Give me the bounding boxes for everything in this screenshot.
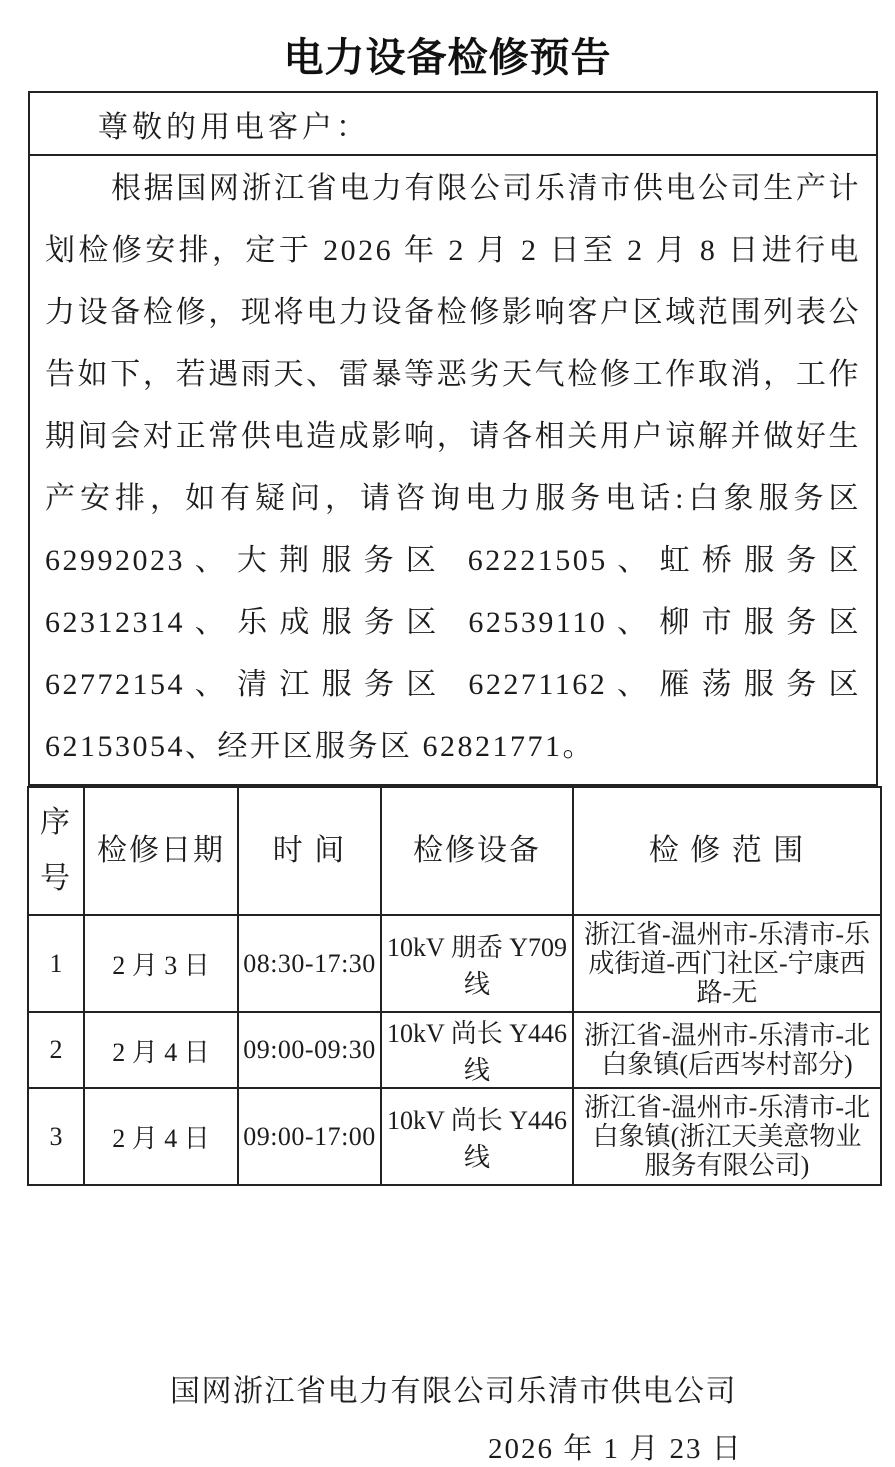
notice-box [28,91,878,786]
table-header-row [28,787,881,915]
cell-maintenance-date: 2 月 3 日 [84,915,238,1012]
page-title: 电力设备检修预告 [283,36,612,80]
cell-scope: 浙江省-温州市-乐清市-北白象镇(后西岑村部分) [573,1012,881,1088]
maintenance-schedule-table [27,786,882,1186]
salutation-text: 尊敬的用电客户： [98,110,370,144]
cell-time: 08:30-17:30 [238,915,381,1012]
cell-scope: 浙江省-温州市-乐清市-乐成街道-西门社区-宁康西路-无 [573,915,881,1012]
footer-date: 2026 年 1 月 23 日 [488,1433,743,1465]
cell-time: 09:00-17:00 [238,1088,381,1185]
cell-maintenance-date: 2 月 4 日 [84,1012,238,1088]
header-serial-number: 序号 [28,787,84,915]
table-row [28,1012,881,1088]
notice-body-paragraph: 根据国网浙江省电力有限公司乐清市供电公司生产计划检修安排，定于 2026 年 2 月 2 日至 2 月 8 日进行电力设备检修，现将电力设备检修影响客户区域范围列表公告如下，若遇雨天、雷暴等恶劣天气检修工作取消，工作期间会对正常供电造成影响，请各相关用户谅解并做好生产安排，如有疑问，请咨询电力服务电话:白象服务区 62992023、大荆服务区 62221505、虹桥服务区 62312314、乐成服务区 62539110、柳市服务区 62772154、清江服务区 62271162、雁荡服务区 62153054、经开区服务区 62821771。 [45,172,861,763]
cell-time: 09:00-09:30 [238,1012,381,1088]
table-row [28,915,881,1012]
header-equipment: 检修设备 [381,787,573,915]
cell-serial-number: 3 [28,1088,84,1185]
header-maintenance-date: 检修日期 [84,787,238,915]
cell-equipment: 10kV 尚长 Y446 线 [381,1012,573,1088]
header-time: 时 间 [238,787,381,915]
cell-serial-number: 1 [28,915,84,1012]
header-scope: 检 修 范 围 [573,787,881,915]
cell-equipment: 10kV 尚长 Y446 线 [381,1088,573,1185]
cell-scope: 浙江省-温州市-乐清市-北白象镇(浙江天美意物业服务有限公司) [573,1088,881,1185]
salutation-row [30,93,876,156]
table-row [28,1088,881,1185]
cell-serial-number: 2 [28,1012,84,1088]
cell-maintenance-date: 2 月 4 日 [84,1088,238,1185]
footer-company-signature: 国网浙江省电力有限公司乐清市供电公司 [170,1375,737,1408]
cell-equipment: 10kV 朋岙 Y709 线 [381,915,573,1012]
